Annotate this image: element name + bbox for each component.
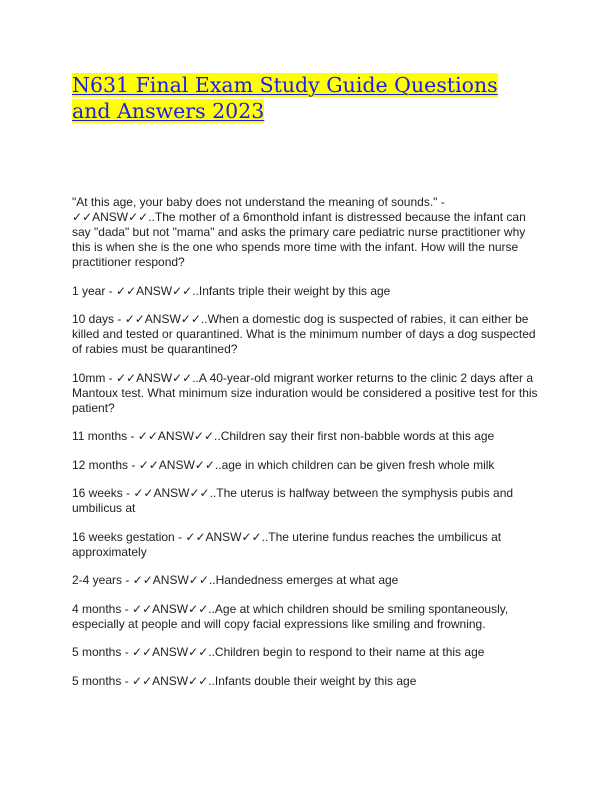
document-title-text: N631 Final Exam Study Guide Questions and Answers 2023 (72, 73, 498, 123)
qa-item-3: 10 days - ✓✓ANSW✓✓..When a domestic dog is suspected of rabies, it can either be killed and tested or quarantined. What is the minimum number of days a dog suspected of rabies must be quarantined? (72, 312, 536, 356)
document-title (72, 72, 540, 124)
qa-item-4: 10mm - ✓✓ANSW✓✓..A 40-year-old migrant worker returns to the clinic 2 days after a Mantoux test. What minimum size induration would be considered a positive test for this patient? (72, 370, 538, 415)
qa-list (72, 195, 542, 702)
qa-item-10: 4 months - ✓✓ANSW✓✓..Age at which children should be smiling spontaneously, especially at people and will copy facial expressions like smiling and frowning. (72, 601, 509, 631)
qa-item-12: 5 months - ✓✓ANSW✓✓..Infants double their weight by this age (72, 673, 417, 688)
qa-item-7: 16 weeks - ✓✓ANSW✓✓..The uterus is halfway between the symphysis pubis and umbilicus at (72, 486, 514, 515)
qa-item-6: 12 months - ✓✓ANSW✓✓..age in which children can be given fresh whole milk (72, 457, 495, 472)
qa-item-11: 5 months - ✓✓ANSW✓✓..Children begin to respond to their name at this age (72, 645, 485, 659)
qa-item-1: "At this age, your baby does not understand the meaning of sounds." - ✓✓ANSW✓✓..The mother of a 6monthold infant is distressed because the infant can say "dada" but not "mama" and asks the primary care pediatric nurse practitioner why this is when she is the one who spends more time with the infant. How will the nurse practitioner respond? (72, 195, 526, 269)
qa-item-8: 16 weeks gestation - ✓✓ANSW✓✓..The uterine fundus reaches the umbilicus at approximately (72, 529, 502, 559)
qa-item-9: 2-4 years - ✓✓ANSW✓✓..Handedness emerges at what age (72, 573, 399, 587)
qa-item-5: 11 months - ✓✓ANSW✓✓..Children say their first non-babble words at this age (72, 429, 495, 443)
qa-item-2: 1 year - ✓✓ANSW✓✓..Infants triple their weight by this age (72, 283, 391, 298)
